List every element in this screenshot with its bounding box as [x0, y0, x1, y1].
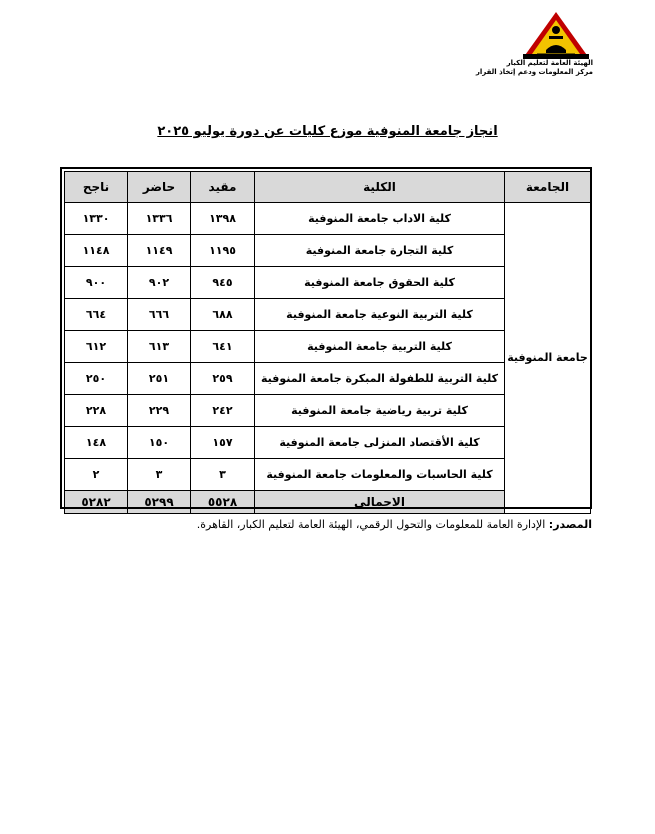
passed-cell: ١٤٨ — [65, 427, 128, 459]
table-header-row — [65, 172, 591, 203]
college-cell: كلية التربية للطفولة المبكرة جامعة المنوفية — [255, 363, 505, 395]
passed-cell: ٦٦٤ — [65, 299, 128, 331]
org-line-2: مركز المعلومات ودعم إتخاذ القرار — [475, 68, 593, 76]
source-text: الإدارة العامة للمعلومات والتحول الرقمي، الهيئة العامة لتعليم الكبار، القاهرة. — [196, 518, 549, 531]
passed-cell: ٢٥٠ — [65, 363, 128, 395]
source-note — [197, 518, 592, 531]
enrolled-cell: ١٥٧ — [191, 427, 255, 459]
present-cell: ٢٥١ — [128, 363, 191, 395]
column-header-present: حاضر — [128, 172, 191, 203]
present-cell: ٩٠٢ — [128, 267, 191, 299]
table-row — [65, 203, 591, 235]
college-cell: كلية التربية جامعة المنوفية — [255, 331, 505, 363]
total-passed: ٥٢٨٢ — [65, 491, 128, 514]
column-header-college: الكلية — [255, 172, 505, 203]
present-cell: ١٣٣٦ — [128, 203, 191, 235]
present-cell: ١١٤٩ — [128, 235, 191, 267]
passed-cell: ٩٠٠ — [65, 267, 128, 299]
organization-logo — [475, 10, 593, 82]
college-cell: كلية الأقتصاد المنزلى جامعة المنوفية — [255, 427, 505, 459]
college-cell: كلية الحاسبات والمعلومات جامعة المنوفية — [255, 459, 505, 491]
college-cell: كلية الاداب جامعة المنوفية — [255, 203, 505, 235]
college-cell: كلية الحقوق جامعة المنوفية — [255, 267, 505, 299]
present-cell: ٦١٣ — [128, 331, 191, 363]
total-enrolled: ٥٥٢٨ — [191, 491, 255, 514]
passed-cell: ٢٢٨ — [65, 395, 128, 427]
present-cell: ١٥٠ — [128, 427, 191, 459]
present-cell: ٦٦٦ — [128, 299, 191, 331]
logo-emblem-icon — [519, 10, 593, 60]
source-label: المصدر: — [548, 518, 592, 531]
present-cell: ٣ — [128, 459, 191, 491]
org-line-1: الهيئة العامة لتعليم الكبار — [506, 59, 593, 67]
column-header-passed: ناجح — [65, 172, 128, 203]
passed-cell: ١١٤٨ — [65, 235, 128, 267]
enrolled-cell: ٦٤١ — [191, 331, 255, 363]
college-cell: كلية التجارة جامعة المنوفية — [255, 235, 505, 267]
passed-cell: ٦١٢ — [65, 331, 128, 363]
enrolled-cell: ٦٨٨ — [191, 299, 255, 331]
enrolled-cell: ٢٤٢ — [191, 395, 255, 427]
present-cell: ٢٢٩ — [128, 395, 191, 427]
results-table — [64, 171, 591, 514]
passed-cell: ١٣٣٠ — [65, 203, 128, 235]
enrolled-cell: ١١٩٥ — [191, 235, 255, 267]
organization-name — [475, 59, 593, 77]
enrolled-cell: ٢٥٩ — [191, 363, 255, 395]
page-title: انجاز جامعة المنوفية موزع كليات عن دورة يوليو ٢٠٢٥ — [157, 124, 498, 139]
college-cell: كلية تربية رياضية جامعة المنوفية — [255, 395, 505, 427]
university-cell: جامعة المنوفية — [505, 203, 591, 514]
enrolled-cell: ١٣٩٨ — [191, 203, 255, 235]
total-present: ٥٢٩٩ — [128, 491, 191, 514]
column-header-university: الجامعة — [505, 172, 591, 203]
column-header-enrolled: مقيد — [191, 172, 255, 203]
enrolled-cell: ٣ — [191, 459, 255, 491]
college-cell: كلية التربية النوعية جامعة المنوفية — [255, 299, 505, 331]
enrolled-cell: ٩٤٥ — [191, 267, 255, 299]
total-label: الاجمالي — [255, 491, 505, 514]
passed-cell: ٢ — [65, 459, 128, 491]
